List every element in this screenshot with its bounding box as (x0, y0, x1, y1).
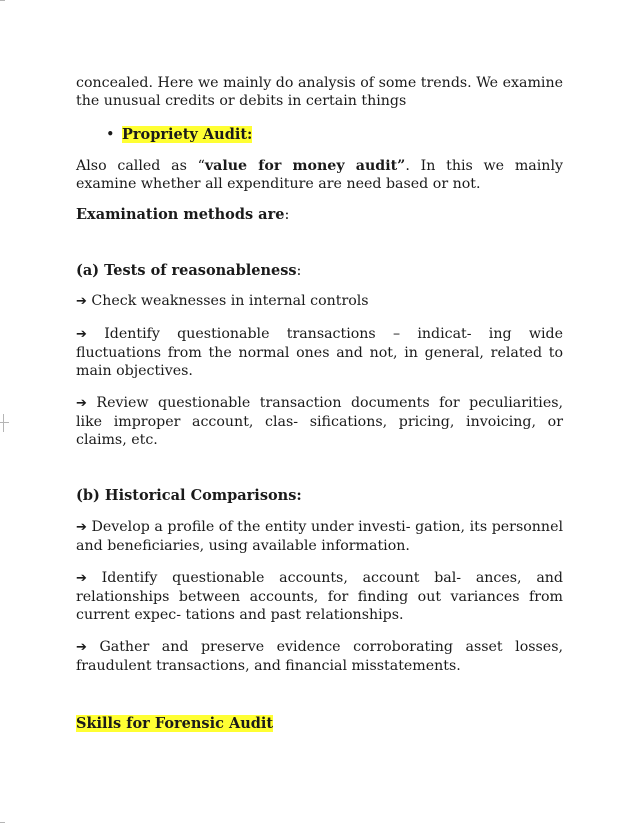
heading-historical-comparisons: (b) Historical Comparisons: (76, 487, 302, 504)
heading-tests-of-reasonableness: (a) Tests of reasonableness: (76, 262, 302, 279)
heading-propriety-audit: Propriety Audit: (122, 126, 253, 143)
bullet-icon: • (106, 127, 115, 143)
page-edge-mark (0, 822, 5, 823)
page-edge-mark (0, 0, 5, 1)
document-body (76, 74, 563, 733)
heading-skills-for-forensic-audit: Skills for Forensic Audit (76, 715, 274, 732)
list-item: ➔ Gather and preserve evidence corroborating asset losses, fraudulent transactions, and financial misstatements. (76, 639, 563, 674)
bullet-propriety-audit (76, 126, 563, 144)
term-value-for-money: value for money audit” (204, 158, 406, 174)
arrow-right-icon: ➔ (76, 571, 87, 586)
margin-crosshair-mark (0, 414, 9, 432)
examination-methods-label: Examination methods are: (76, 206, 290, 223)
arrow-right-icon: ➔ (76, 520, 87, 535)
arrow-right-icon: ➔ (76, 396, 87, 411)
list-item: ➔ Check weaknesses in internal controls (76, 293, 369, 309)
arrow-right-icon: ➔ (76, 640, 87, 655)
list-item: ➔ Identify questionable transactions – indicat- ing wide fluctuations from the normal ones and not, in general, related to main objectives. (76, 326, 563, 379)
list-item: ➔ Review questionable transaction documents for peculiarities, like improper account, clas- sifications, pricing, invoicing, or claims, etc. (76, 395, 564, 448)
arrow-right-icon: ➔ (76, 327, 87, 342)
list-item: ➔ Identify questionable accounts, account bal- ances, and relationships between accounts, for finding out variances from current expec- tations and past relationships. (76, 570, 563, 623)
paragraph-value-for-money: Also called as “value for money audit”. In this we mainly examine whether all expenditure are need based or not. (76, 158, 563, 192)
paragraph-trend-analysis: concealed. Here we mainly do analysis of some trends. We examine the unusual credits or debits in certain things (76, 75, 563, 109)
arrow-right-icon: ➔ (76, 294, 87, 309)
list-item: ➔ Develop a profile of the entity under investi- gation, its personnel and beneficiaries, using available information. (76, 519, 563, 554)
